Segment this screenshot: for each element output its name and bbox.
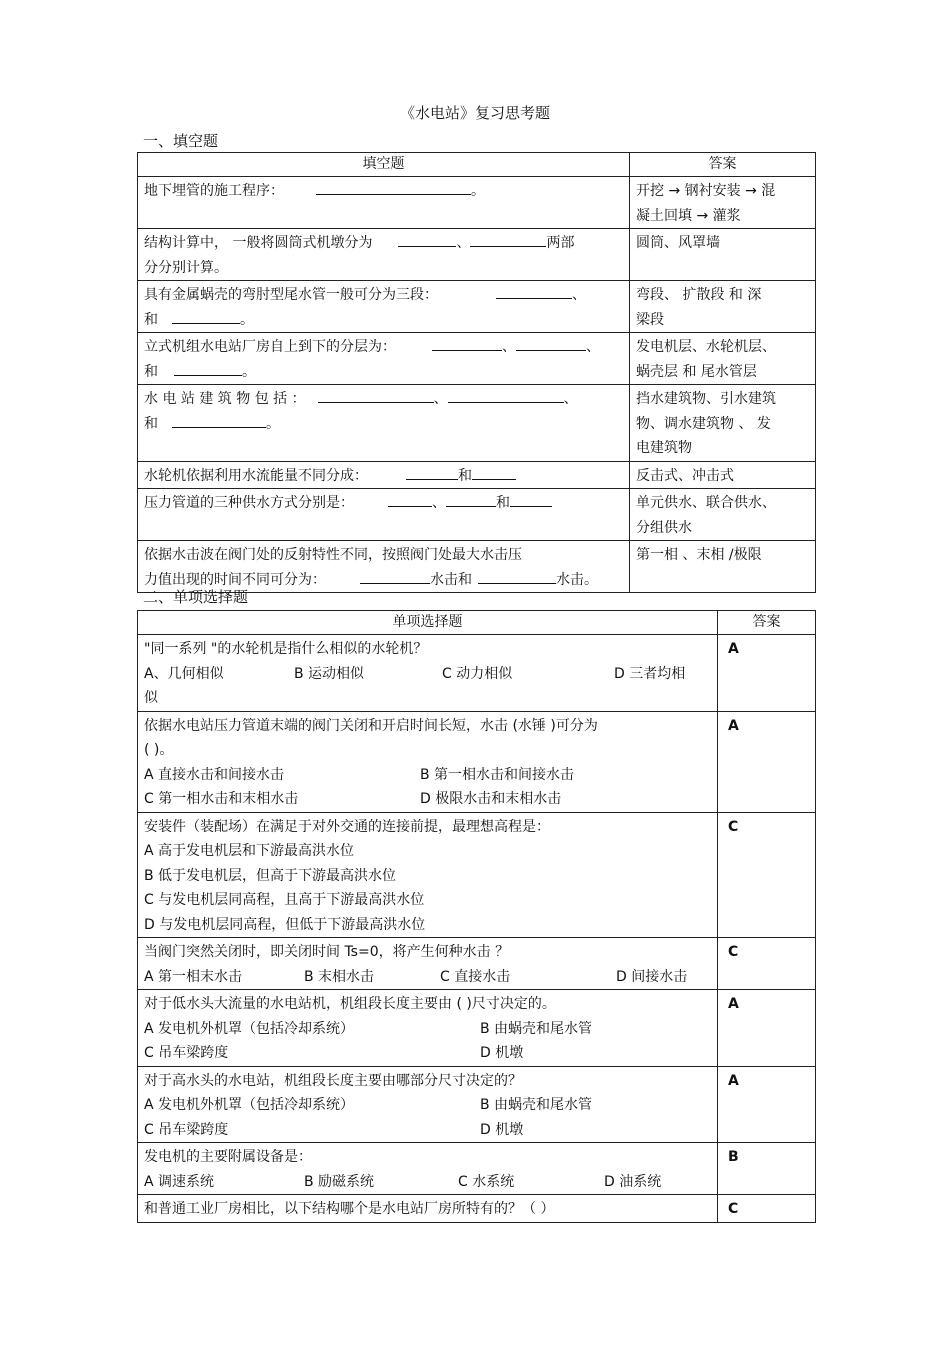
answer-blank [316,180,471,195]
answer-blank [448,388,564,403]
fill-row [138,385,816,462]
fill-answer: 挡水建筑物、引水建筑 物、调水建筑物 、 发 电建筑物 [630,385,816,462]
fill-question: 水 电 站 建 筑 物 包 括 ： 、 、 和 。 [138,385,630,462]
answer-blank [172,413,266,428]
choice-answer: C [718,812,816,938]
fill-row [138,333,816,385]
fill-row [138,281,816,333]
fill-answer: 开挖 → 钢衬安装 → 混 凝土回填 → 灌浆 [630,177,816,229]
choice-question: 安装件（装配场）在满足于对外交通的连接前提，最理想高程是： A 高于发电机层和下游最高洪水位 B 低于发电机层，但高于下游最高洪水位 C 与发电机层同高程，且高于下游最高洪水位 D 与发电机层同高程，但低于下游最高洪水位 [138,812,718,938]
section-fill-heading: 一、填空题 [143,132,219,150]
answer-blank [478,569,556,584]
choice-question: "同一系列 "的水轮机是指什么相似的水轮机？ A、几何相似 B 运动相似 C 动力相似 D 三者均相 似 [138,635,718,712]
fill-question: 具有金属蜗壳的弯肘型尾水管一般可分为三段： 、 和 。 [138,281,630,333]
section-choice-heading: 二、单项选择题 [143,588,249,606]
fill-question: 水轮机依据利用水流能量不同分成： 和 [138,461,630,489]
fill-answer: 单元供水、联合供水、 分组供水 [630,489,816,541]
answer-blank [406,465,458,480]
fill-table [137,152,816,593]
answer-blank [496,284,572,299]
choice-question: 对于低水头大流量的水电站机，机组段长度主要由 ( )尺寸决定的。 A 发电机外机罩（包括冷却系统） B 由蜗壳和尾水管 C 吊车梁跨度 D 机墩 [138,990,718,1067]
fill-row [138,461,816,489]
choice-row [138,812,816,938]
choice-answer: A [718,635,816,712]
choice-answer: C [718,938,816,990]
choice-question: 当阀门突然关闭时，即关闭时间 Ts=0，将产生何种水击 ？ A 第一相末水击 B 末相水击 C 直接水击 D 间接水击 [138,938,718,990]
choice-row [138,1195,816,1223]
choice-answer-header: 答案 [718,611,816,635]
fill-answer-header: 答案 [630,153,816,177]
choice-row [138,1066,816,1143]
fill-question: 结构计算中， 一般将圆筒式机墩分为 、 两部 分分别计算。 [138,229,630,281]
answer-blank [174,361,242,376]
fill-answer: 第一相 、末相 /极限 [630,541,816,593]
fill-answer: 弯段、 扩散段 和 深 梁段 [630,281,816,333]
choice-row [138,990,816,1067]
choice-answer: A [718,711,816,812]
answer-blank [172,309,240,324]
document-title: 《水电站》复习思考题 [399,104,550,122]
answer-blank [318,388,434,403]
fill-answer: 圆筒、风罩墙 [630,229,816,281]
choice-question: 依据水电站压力管道末端的阀门关闭和开启时间长短，水击 (水锤 )可分为 ( )。 A 直接水击和间接水击 B 第一相水击和间接水击 C 第一相水击和末相水击 D 极限水击和末相水击 [138,711,718,812]
choice-answer: A [718,990,816,1067]
answer-blank [472,465,516,480]
answer-blank [446,492,496,507]
answer-blank [398,232,456,247]
answer-blank [516,336,586,351]
answer-blank [360,569,430,584]
fill-row [138,177,816,229]
choice-question: 对于高水头的水电站，机组段长度主要由哪部分尺寸决定的？ A 发电机外机罩（包括冷却系统） B 由蜗壳和尾水管 C 吊车梁跨度 D 机墩 [138,1066,718,1143]
fill-question: 地下埋管的施工程序： 。 [138,177,630,229]
choice-answer: C [718,1195,816,1223]
fill-question: 依据水击波在阀门处的反射特性不同，按照阀门处最大水击压 力值出现的时间不同可分为： 水击和 水击。 [138,541,630,593]
answer-blank [470,232,546,247]
choice-row [138,635,816,712]
fill-row [138,489,816,541]
answer-blank [388,492,432,507]
choice-answer: B [718,1143,816,1195]
fill-answer: 发电机层、水轮机层、 蜗壳层 和 尾水管层 [630,333,816,385]
choice-question-header: 单项选择题 [138,611,718,635]
fill-row [138,229,816,281]
fill-answer: 反击式、冲击式 [630,461,816,489]
choice-row [138,1143,816,1195]
choice-question: 发电机的主要附属设备是： A 调速系统 B 励磁系统 C 水系统 D 油系统 [138,1143,718,1195]
choice-row [138,711,816,812]
choice-table [137,610,816,1223]
answer-blank [510,492,552,507]
choice-answer: A [718,1066,816,1143]
answer-blank [432,336,502,351]
fill-row [138,541,816,593]
fill-question-header: 填空题 [138,153,630,177]
fill-question: 立式机组水电站厂房自上到下的分层为： 、 、 和 。 [138,333,630,385]
fill-question: 压力管道的三种供水方式分别是： 、 和 [138,489,630,541]
choice-row [138,938,816,990]
choice-question: 和普通工业厂房相比，以下结构哪个是水电站厂房所特有的？（ ） [138,1195,718,1223]
